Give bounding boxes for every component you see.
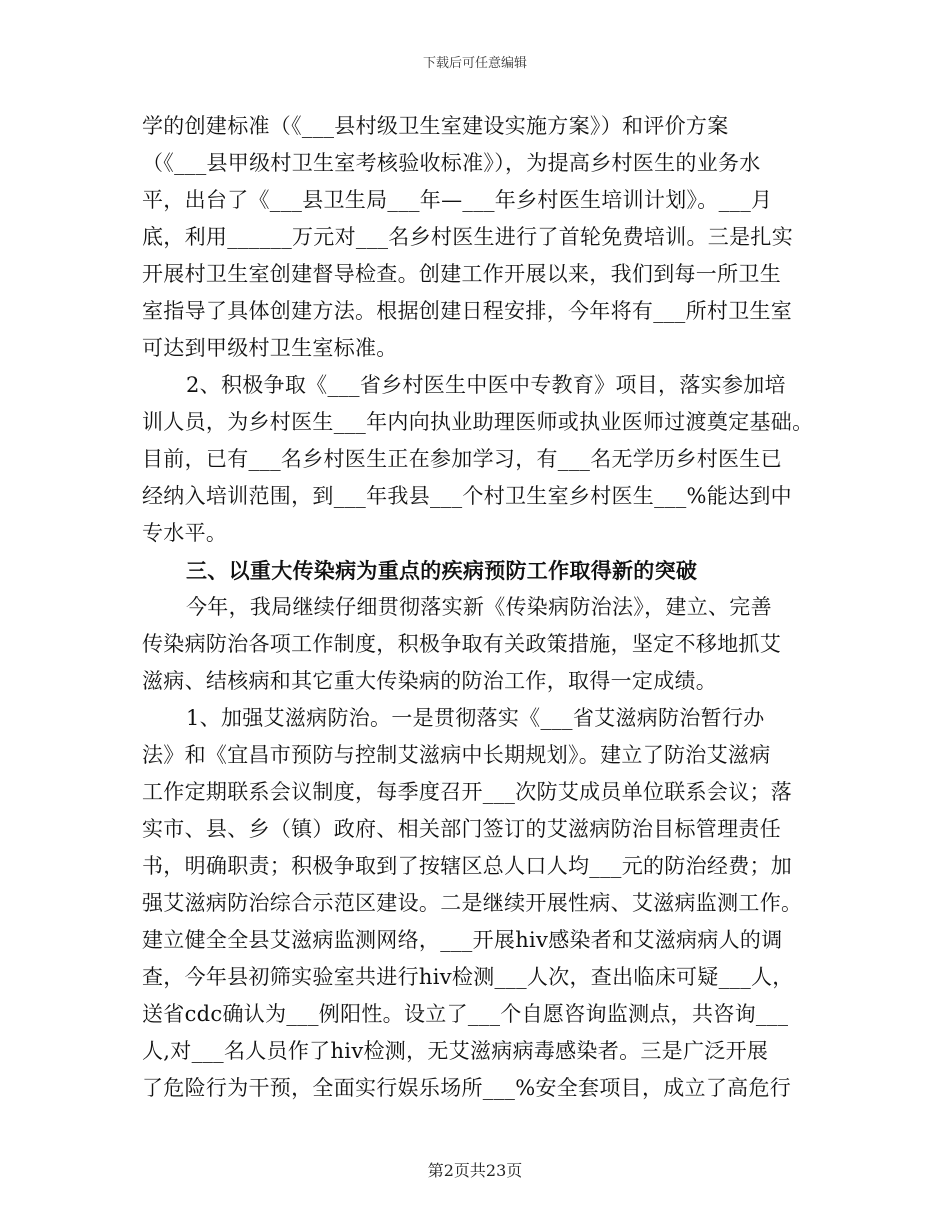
text-line: 训人员，为乡村医生___年内向执业助理医师或执业医师过渡奠定基础。	[142, 410, 814, 434]
text-line: 底，利用______万元对___名乡村医生进行了首轮免费培训。三是扎实	[142, 225, 793, 249]
text-line: 强艾滋病防治综合示范区建设。二是继续开展性病、艾滋病监测工作。	[142, 891, 803, 915]
text-line: 开展村卫生室创建督导检查。创建工作开展以来，我们到每一所卫生	[142, 262, 781, 286]
document-body	[142, 108, 832, 1107]
text-line: 工作定期联系会议制度，每季度召开___次防艾成员单位联系会议；落	[142, 780, 793, 804]
text-line: 专水平。	[142, 521, 228, 545]
text-line: 1、加强艾滋病防治。一是贯彻落实《___省艾滋病防治暂行办	[186, 706, 765, 730]
text-line: 建立健全全县艾滋病监测网络，___开展hiv感染者和艾滋病病人的调	[142, 928, 783, 952]
text-line: 经纳入培训范围，到___年我县___个村卫生室乡村医生___%能达到中	[142, 484, 792, 508]
text-line: 送省cdc确认为___例阳性。设立了___个自愿咨询监测点，共咨询___	[142, 1002, 789, 1026]
text-line: 可达到甲级村卫生室标准。	[142, 336, 398, 360]
section-heading: 三、以重大传染病为重点的疾病预防工作取得新的突破	[186, 558, 698, 583]
text-line: 平，出台了《___县卫生局___年—___年乡村医生培训计划》。___月	[142, 188, 773, 212]
text-line: 目前，已有___名乡村医生正在参加学习，有___名无学历乡村医生已	[142, 447, 782, 471]
text-line: 2、积极争取《___省乡村医生中医中专教育》项目，落实参加培	[186, 373, 786, 397]
text-line: 法》和《宜昌市预防与控制艾滋病中长期规划》。建立了防治艾滋病	[142, 743, 771, 767]
page-footer: 第2页共23页	[427, 1161, 523, 1180]
page-header: 下载后可任意编辑	[422, 56, 527, 71]
text-line: 今年，我局继续仔细贯彻落实新《传染病防治法》，建立、完善	[186, 595, 772, 619]
text-line: 传染病防治各项工作制度，积极争取有关政策措施，坚定不移地抓艾	[142, 632, 781, 656]
text-line: 实市、县、乡（镇）政府、相关部门签订的艾滋病防治目标管理责任	[142, 817, 781, 841]
text-line: 室指导了具体创建方法。根据创建日程安排，今年将有___所村卫生室	[142, 299, 793, 323]
text-line: 了危险行为干预，全面实行娱乐场所___%安全套项目，成立了高危行	[142, 1076, 792, 1100]
text-line: 人,对___名人员作了hiv检测，无艾滋病病毒感染者。三是广泛开展	[142, 1039, 769, 1063]
text-line: 滋病、结核病和其它重大传染病的防治工作，取得一定成绩。	[142, 669, 718, 693]
text-line: （《___县甲级村卫生室考核验收标准》），为提高乡村医生的业务水	[142, 151, 761, 175]
text-line: 学的创建标准（《___县村级卫生室建设实施方案》）和评价方案	[142, 114, 729, 138]
text-line: 查，今年县初筛实验室共进行hiv检测___人次，查出临床可疑___人，	[142, 965, 794, 989]
text-line: 书，明确职责；积极争取到了按辖区总人口人均___元的防治经费；加	[142, 854, 793, 878]
